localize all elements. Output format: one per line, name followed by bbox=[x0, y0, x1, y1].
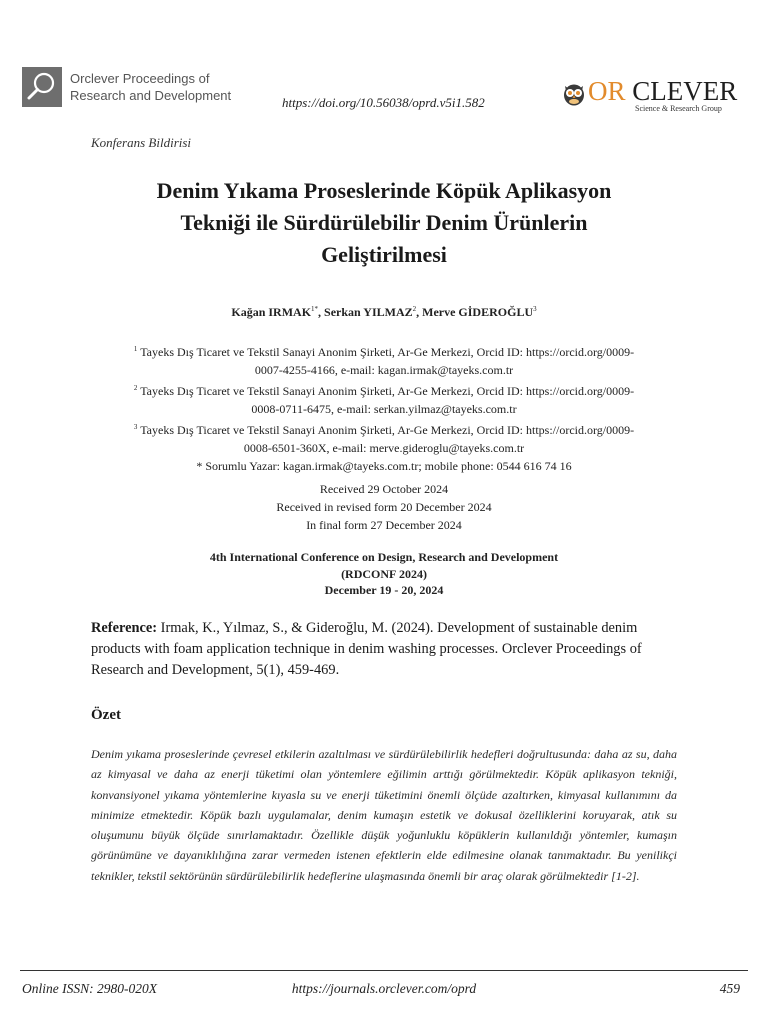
brand-wordmark bbox=[588, 76, 737, 106]
affiliation-line: 0008-0711-6475, e-mail: serkan.yilmaz@tayeks.com.tr bbox=[251, 402, 517, 416]
author-list: Kağan $IRMAK^{1*}$, Serkan YILMAZ$^2$, Merve GİDEROĞLU$^3$ bbox=[231, 305, 537, 319]
footer-url-link[interactable]: https://journals.orclever.com/oprd bbox=[291, 981, 477, 996]
conference-acronym: (RDCONF 2024) bbox=[341, 566, 427, 581]
conference-info bbox=[0, 549, 768, 599]
abstract-heading: Özet bbox=[91, 707, 121, 723]
article-dates bbox=[0, 480, 768, 534]
brand-or: OR bbox=[588, 76, 626, 106]
doi-link[interactable]: https://doi.org/10.56038/oprd.v5i1.582 bbox=[282, 95, 485, 110]
reference-label: Reference: bbox=[91, 620, 158, 636]
affiliation-item bbox=[60, 379, 708, 400]
journal-name-line2: Research and Development bbox=[70, 88, 232, 103]
conference-dates: December 19 - 20, 2024 bbox=[324, 583, 444, 597]
title-line-2: Tekniği ile Sürdürülebilir Denim Ürünlerin bbox=[180, 210, 588, 235]
magnifier-icon bbox=[22, 67, 62, 107]
orclever-brand bbox=[563, 77, 743, 117]
affiliation-sup: 3 bbox=[133, 423, 138, 431]
reference-block bbox=[91, 618, 677, 681]
date-received: Received 29 October 2024 bbox=[319, 482, 449, 496]
brand-tagline: Science & Research Group bbox=[635, 104, 722, 113]
affiliation-line: Tayeks Dış Ticaret ve Tekstil Sanayi Anonim Şirketi, Ar-Ge Merkezi, Orcid ID: https://orcid.org/0009- bbox=[140, 345, 635, 359]
affiliation-line: 0007-4255-4166, e-mail: kagan.irmak@tayeks.com.tr bbox=[254, 363, 514, 377]
date-revised: Received in revised form 20 December 2024 bbox=[276, 500, 492, 514]
journal-logo bbox=[22, 67, 62, 107]
affiliations bbox=[60, 340, 708, 475]
journal-name bbox=[70, 70, 270, 104]
affiliation-item bbox=[60, 340, 708, 361]
footer-page-number: 459 bbox=[719, 981, 740, 996]
footer-divider bbox=[20, 970, 748, 971]
corresponding-author: * Sorumlu Yazar: kagan.irmak@tayeks.com.tr; mobile phone: 0544 616 74 16 bbox=[196, 459, 572, 473]
brand-clever: CLEVER bbox=[632, 76, 738, 106]
affiliation-item bbox=[60, 418, 708, 439]
affiliation-line: Tayeks Dış Ticaret ve Tekstil Sanayi Anonim Şirketi, Ar-Ge Merkezi, Orcid ID: https://orcid.org/0009- bbox=[140, 423, 635, 437]
article-type: Konferans Bildirisi bbox=[91, 135, 192, 150]
title-line-3: Geliştirilmesi bbox=[321, 242, 447, 267]
affiliation-sup: 2 bbox=[133, 384, 138, 392]
footer-issn: Online ISSN: 2980-020X bbox=[22, 981, 157, 996]
affiliation-sup: 1 bbox=[133, 345, 138, 353]
affiliation-line: Tayeks Dış Ticaret ve Tekstil Sanayi Anonim Şirketi, Ar-Ge Merkezi, Orcid ID: https://orcid.org/0009- bbox=[140, 384, 635, 398]
author-sup: 3 bbox=[533, 305, 537, 313]
owl-icon bbox=[563, 82, 585, 106]
author-sup: 2 bbox=[412, 305, 417, 313]
journal-name-line1: Orclever Proceedings of bbox=[70, 71, 210, 86]
conference-name: 4th International Conference on Design, Research and Development bbox=[209, 550, 559, 564]
author-name: Merve GİDEROĞLU bbox=[422, 305, 534, 319]
reference-text: Irmak, K., Yılmaz, S., & Gideroğlu, M. (2024). Development of sustainable denim products with foam application technique in denim washing processes. Orclever Proceedings of Research and Development, 5(1), 459-469. bbox=[91, 620, 642, 678]
author-name: Serkan YILMAZ bbox=[324, 305, 413, 319]
footer-journal-url bbox=[0, 981, 768, 997]
author-sup: 1* bbox=[311, 305, 319, 313]
abstract-text: Denim yıkama proseslerinde çevresel etkilerin azaltılması ve sürdürülebilirlik hedefleri doğrultusunda: daha az su, daha az kimyasal ve daha az enerji tüketimi olan yöntemlere eğilimin arttığı görülmektedir. Köpük aplikasyon tekniği, konvansiyonel yıkama yöntemlerine kıyasla su ve enerji tüketimini önemli ölçüde azaltırken, kimyasal kullanımını da minimize etmektedir. Köpük bazlı uygulamalar, denim kumaşın estetik ve dokusal özelliklerini koruyarak, atık su oluşumunu büyük ölçüde sınırlamaktadır. Özellikle düşük yoğunluklu köpüklerin kullanıldığı yöntemler, kumaşın görünümüne ve dayanıklılığına zarar vermeden istenen efektlerin elde edilmesine olanak tanımaktadır. Bu yenilikçi teknikler, tekstil sektörünün sürdürülebilirlik hedeflerine ulaşmasında önemli bir araç olarak görülmektedir [1-2]. bbox=[91, 747, 677, 883]
date-final: In final form 27 December 2024 bbox=[306, 518, 462, 532]
affiliation-line: 0008-6501-360X, e-mail: merve.gideroglu@tayeks.com.tr bbox=[243, 441, 525, 455]
author-name: Kağan IRMAK bbox=[231, 305, 312, 319]
article-title bbox=[0, 175, 768, 271]
title-line-1: Denim Yıkama Proseslerinde Köpük Aplikasyon bbox=[156, 178, 612, 203]
